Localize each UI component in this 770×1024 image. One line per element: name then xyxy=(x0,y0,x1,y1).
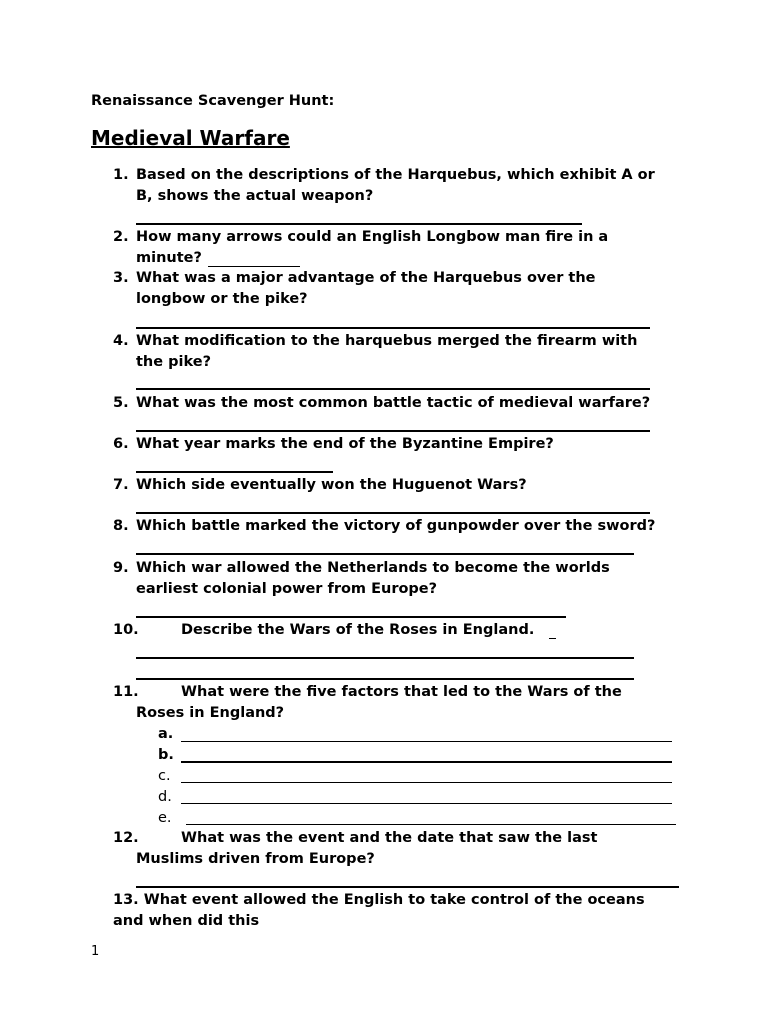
question-text: the pike? xyxy=(136,354,211,370)
question-text: 13. What event allowed the English to take control of the oceans xyxy=(113,892,645,908)
sub-item-label: d. xyxy=(158,789,172,805)
answer-line[interactable] xyxy=(136,471,333,473)
question-number: 1. xyxy=(113,167,129,183)
question-text: minute? xyxy=(136,250,202,266)
answer-line[interactable] xyxy=(136,657,634,659)
question-number: 12. xyxy=(113,830,139,846)
question-number: 9. xyxy=(113,560,129,576)
answer-line[interactable] xyxy=(181,741,672,742)
answer-line[interactable] xyxy=(136,388,650,390)
question-number: 8. xyxy=(113,518,129,534)
answer-line[interactable] xyxy=(136,327,650,329)
answer-line[interactable] xyxy=(136,223,582,225)
question-text: What year marks the end of the Byzantine Empire? xyxy=(136,436,554,452)
answer-line[interactable] xyxy=(549,638,556,639)
sub-item-label: e. xyxy=(158,810,172,826)
answer-line[interactable] xyxy=(181,803,672,804)
question-text: What was a major advantage of the Harquebus over the xyxy=(136,270,596,286)
question-text: longbow or the pike? xyxy=(136,291,308,307)
question-number: 5. xyxy=(113,395,129,411)
question-text: Describe the Wars of the Roses in England. xyxy=(181,622,535,638)
answer-line[interactable] xyxy=(181,761,672,763)
question-text: What modification to the harquebus merged the firearm with xyxy=(136,333,638,349)
answer-line[interactable] xyxy=(136,616,566,618)
page-number: 1 xyxy=(91,944,100,959)
question-text: and when did this xyxy=(113,913,260,929)
question-number: 10. xyxy=(113,622,139,638)
question-text: B, shows the actual weapon? xyxy=(136,188,374,204)
answer-line[interactable] xyxy=(136,886,679,888)
answer-line[interactable] xyxy=(181,782,672,783)
question-text: earliest colonial power from Europe? xyxy=(136,581,438,597)
question-text: What was the event and the date that saw the last xyxy=(181,830,598,846)
page-title: Medieval Warfare xyxy=(91,126,290,150)
answer-line[interactable] xyxy=(136,678,634,680)
question-number: 2. xyxy=(113,229,129,245)
sub-item-label: b. xyxy=(158,747,174,763)
sub-item-label: c. xyxy=(158,768,171,784)
question-text: Which side eventually won the Huguenot Wars? xyxy=(136,477,527,493)
question-text: What was the most common battle tactic of medieval warfare? xyxy=(136,395,651,411)
question-text: Roses in England? xyxy=(136,705,285,721)
question-number: 11. xyxy=(113,684,139,700)
question-text: What were the five factors that led to the Wars of the xyxy=(181,684,622,700)
question-number: 3. xyxy=(113,270,129,286)
answer-line[interactable] xyxy=(186,824,676,825)
answer-line[interactable] xyxy=(136,430,650,432)
question-text: Which war allowed the Netherlands to become the worlds xyxy=(136,560,610,576)
question-text: Based on the descriptions of the Harquebus, which exhibit A or xyxy=(136,167,655,183)
question-text: Muslims driven from Europe? xyxy=(136,851,375,867)
question-text: Which battle marked the victory of gunpowder over the sword? xyxy=(136,518,656,534)
answer-line[interactable] xyxy=(208,266,300,267)
question-number: 4. xyxy=(113,333,129,349)
question-text: How many arrows could an English Longbow man fire in a xyxy=(136,229,609,245)
answer-line[interactable] xyxy=(136,512,650,514)
sub-item-label: a. xyxy=(158,726,174,742)
question-number: 7. xyxy=(113,477,129,493)
answer-line[interactable] xyxy=(136,553,634,555)
question-number: 6. xyxy=(113,436,129,452)
worksheet-subtitle: Renaissance Scavenger Hunt: xyxy=(91,93,335,109)
